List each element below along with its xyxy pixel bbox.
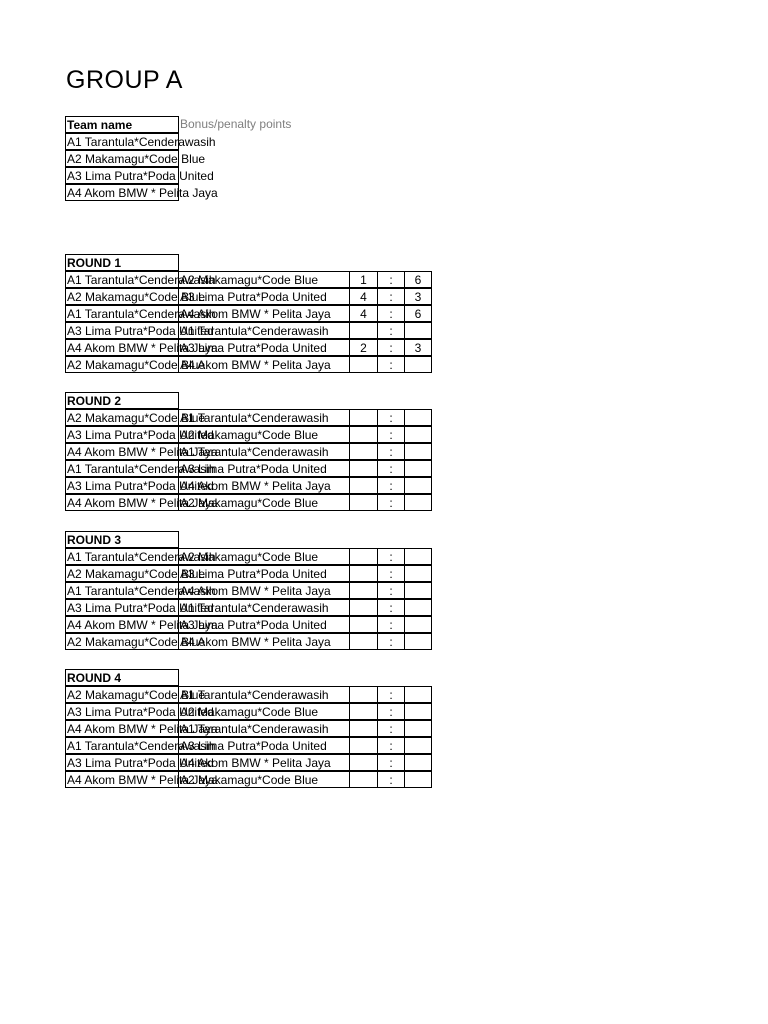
away-team-cell[interactable]: A4 Akom BMW * Pelita Jaya <box>178 633 350 650</box>
round-header[interactable]: ROUND 4 <box>65 669 179 686</box>
home-team-cell[interactable]: A1 Tarantula*Cenderawasih <box>67 462 216 476</box>
away-score-cell[interactable] <box>404 737 432 754</box>
home-score-cell[interactable] <box>349 633 378 650</box>
team-row[interactable]: A4 Akom BMW * Pelita Jaya <box>67 186 218 200</box>
home-team-cell[interactable]: A1 Tarantula*Cenderawasih <box>67 273 216 287</box>
away-team-cell[interactable]: A4 Akom BMW * Pelita Jaya <box>178 477 350 494</box>
home-score-cell[interactable] <box>349 686 378 703</box>
away-team-cell[interactable]: A3 Lima Putra*Poda United <box>178 565 350 582</box>
away-score-cell[interactable] <box>404 565 432 582</box>
home-score-cell[interactable]: 4 <box>349 288 378 305</box>
home-team-cell[interactable]: A2 Makamagu*Code Blue <box>67 567 206 581</box>
away-score-cell[interactable] <box>404 477 432 494</box>
away-score-cell[interactable] <box>404 322 432 339</box>
home-team-cell[interactable]: A2 Makamagu*Code Blue <box>67 688 206 702</box>
score-separator[interactable]: : <box>377 754 405 771</box>
away-score-cell[interactable] <box>404 494 432 511</box>
home-team-cell[interactable]: A3 Lima Putra*Poda United <box>67 479 214 493</box>
away-team-cell[interactable]: A2 Makamagu*Code Blue <box>178 494 350 511</box>
score-separator[interactable]: : <box>377 426 405 443</box>
away-team-cell[interactable]: A4 Akom BMW * Pelita Jaya <box>178 305 350 322</box>
away-team-cell[interactable]: A2 Makamagu*Code Blue <box>178 771 350 788</box>
score-separator[interactable]: : <box>377 288 405 305</box>
round-header[interactable]: ROUND 2 <box>65 392 179 409</box>
away-score-cell[interactable]: 6 <box>404 271 432 288</box>
home-score-cell[interactable] <box>349 582 378 599</box>
home-score-cell[interactable] <box>349 754 378 771</box>
home-team-cell[interactable]: A1 Tarantula*Cenderawasih <box>67 584 216 598</box>
home-team-cell[interactable]: A3 Lima Putra*Poda United <box>67 705 214 719</box>
away-team-cell[interactable]: A1 Tarantula*Cenderawasih <box>178 443 350 460</box>
team-row[interactable]: A2 Makamagu*Code Blue <box>67 152 206 166</box>
score-separator[interactable]: : <box>377 460 405 477</box>
score-separator[interactable]: : <box>377 477 405 494</box>
away-score-cell[interactable] <box>404 754 432 771</box>
score-separator[interactable]: : <box>377 565 405 582</box>
away-team-cell[interactable]: A4 Akom BMW * Pelita Jaya <box>178 582 350 599</box>
home-score-cell[interactable] <box>349 494 378 511</box>
home-score-cell[interactable]: 1 <box>349 271 378 288</box>
away-score-cell[interactable]: 3 <box>404 288 432 305</box>
home-team-cell[interactable]: A4 Akom BMW * Pelita Jaya <box>67 496 218 510</box>
round-header[interactable]: ROUND 3 <box>65 531 179 548</box>
away-team-cell[interactable]: A4 Akom BMW * Pelita Jaya <box>178 754 350 771</box>
score-separator[interactable]: : <box>377 703 405 720</box>
home-score-cell[interactable] <box>349 616 378 633</box>
home-score-cell[interactable] <box>349 703 378 720</box>
home-score-cell[interactable] <box>349 771 378 788</box>
away-team-cell[interactable]: A1 Tarantula*Cenderawasih <box>178 409 350 426</box>
home-score-cell[interactable] <box>349 548 378 565</box>
away-score-cell[interactable] <box>404 703 432 720</box>
home-score-cell[interactable] <box>349 737 378 754</box>
score-separator[interactable]: : <box>377 271 405 288</box>
score-separator[interactable]: : <box>377 339 405 356</box>
away-team-cell[interactable]: A1 Tarantula*Cenderawasih <box>178 599 350 616</box>
team-row[interactable]: A3 Lima Putra*Poda United <box>67 169 214 183</box>
home-score-cell[interactable] <box>349 426 378 443</box>
away-score-cell[interactable]: 6 <box>404 305 432 322</box>
home-team-cell[interactable]: A3 Lima Putra*Poda United <box>67 428 214 442</box>
home-team-cell[interactable]: A4 Akom BMW * Pelita Jaya <box>67 722 218 736</box>
score-separator[interactable]: : <box>377 771 405 788</box>
score-separator[interactable]: : <box>377 494 405 511</box>
home-team-cell[interactable]: A4 Akom BMW * Pelita Jaya <box>67 445 218 459</box>
home-team-cell[interactable]: A2 Makamagu*Code Blue <box>67 635 206 649</box>
score-separator[interactable]: : <box>377 356 405 373</box>
score-separator[interactable]: : <box>377 582 405 599</box>
away-team-cell[interactable]: A3 Lima Putra*Poda United <box>178 460 350 477</box>
away-team-cell[interactable]: A3 Lima Putra*Poda United <box>178 339 350 356</box>
score-separator[interactable]: : <box>377 443 405 460</box>
away-team-cell[interactable]: A2 Makamagu*Code Blue <box>178 703 350 720</box>
home-score-cell[interactable] <box>349 443 378 460</box>
home-team-cell[interactable]: A3 Lima Putra*Poda United <box>67 324 214 338</box>
team-name-header[interactable]: Team name <box>65 116 179 133</box>
home-score-cell[interactable] <box>349 565 378 582</box>
home-team-cell[interactable]: A3 Lima Putra*Poda United <box>67 601 214 615</box>
away-team-cell[interactable]: A1 Tarantula*Cenderawasih <box>178 686 350 703</box>
away-team-cell[interactable]: A2 Makamagu*Code Blue <box>178 271 350 288</box>
home-score-cell[interactable] <box>349 356 378 373</box>
home-team-cell[interactable]: A2 Makamagu*Code Blue <box>67 358 206 372</box>
home-score-cell[interactable] <box>349 409 378 426</box>
round-header[interactable]: ROUND 1 <box>65 254 179 271</box>
home-score-cell[interactable] <box>349 322 378 339</box>
home-team-cell[interactable]: A3 Lima Putra*Poda United <box>67 756 214 770</box>
away-score-cell[interactable] <box>404 771 432 788</box>
away-score-cell[interactable] <box>404 686 432 703</box>
home-team-cell[interactable]: A1 Tarantula*Cenderawasih <box>67 550 216 564</box>
score-separator[interactable]: : <box>377 737 405 754</box>
away-score-cell[interactable] <box>404 582 432 599</box>
away-team-cell[interactable]: A1 Tarantula*Cenderawasih <box>178 720 350 737</box>
home-team-cell[interactable]: A4 Akom BMW * Pelita Jaya <box>67 773 218 787</box>
home-team-cell[interactable]: A2 Makamagu*Code Blue <box>67 290 206 304</box>
away-team-cell[interactable]: A3 Lima Putra*Poda United <box>178 737 350 754</box>
home-score-cell[interactable] <box>349 460 378 477</box>
score-separator[interactable]: : <box>377 616 405 633</box>
home-team-cell[interactable]: A1 Tarantula*Cenderawasih <box>67 307 216 321</box>
page-title: GROUP A <box>66 66 183 94</box>
home-team-cell[interactable]: A4 Akom BMW * Pelita Jaya <box>67 618 218 632</box>
home-team-cell[interactable]: A4 Akom BMW * Pelita Jaya <box>67 341 218 355</box>
team-row[interactable]: A1 Tarantula*Cenderawasih <box>67 135 216 149</box>
away-team-cell[interactable]: A2 Makamagu*Code Blue <box>178 426 350 443</box>
away-score-cell[interactable] <box>404 599 432 616</box>
home-score-cell[interactable] <box>349 477 378 494</box>
home-score-cell[interactable]: 4 <box>349 305 378 322</box>
bonus-penalty-label[interactable]: Bonus/penalty points <box>180 117 292 131</box>
away-team-cell[interactable]: A2 Makamagu*Code Blue <box>178 548 350 565</box>
away-score-cell[interactable] <box>404 426 432 443</box>
away-team-cell[interactable]: A3 Lima Putra*Poda United <box>178 616 350 633</box>
away-score-cell[interactable] <box>404 409 432 426</box>
away-team-cell[interactable]: A1 Tarantula*Cenderawasih <box>178 322 350 339</box>
away-score-cell[interactable] <box>404 460 432 477</box>
score-separator[interactable]: : <box>377 409 405 426</box>
away-score-cell[interactable] <box>404 633 432 650</box>
away-team-cell[interactable]: A3 Lima Putra*Poda United <box>178 288 350 305</box>
home-score-cell[interactable]: 2 <box>349 339 378 356</box>
away-score-cell[interactable] <box>404 443 432 460</box>
away-score-cell[interactable] <box>404 720 432 737</box>
away-score-cell[interactable] <box>404 356 432 373</box>
home-team-cell[interactable]: A1 Tarantula*Cenderawasih <box>67 739 216 753</box>
score-separator[interactable]: : <box>377 599 405 616</box>
score-separator[interactable]: : <box>377 633 405 650</box>
away-score-cell[interactable]: 3 <box>404 339 432 356</box>
score-separator[interactable]: : <box>377 548 405 565</box>
score-separator[interactable]: : <box>377 322 405 339</box>
away-team-cell[interactable]: A4 Akom BMW * Pelita Jaya <box>178 356 350 373</box>
score-separator[interactable]: : <box>377 720 405 737</box>
home-score-cell[interactable] <box>349 599 378 616</box>
score-separator[interactable]: : <box>377 686 405 703</box>
score-separator[interactable]: : <box>377 305 405 322</box>
home-score-cell[interactable] <box>349 720 378 737</box>
away-score-cell[interactable] <box>404 616 432 633</box>
home-team-cell[interactable]: A2 Makamagu*Code Blue <box>67 411 206 425</box>
away-score-cell[interactable] <box>404 548 432 565</box>
